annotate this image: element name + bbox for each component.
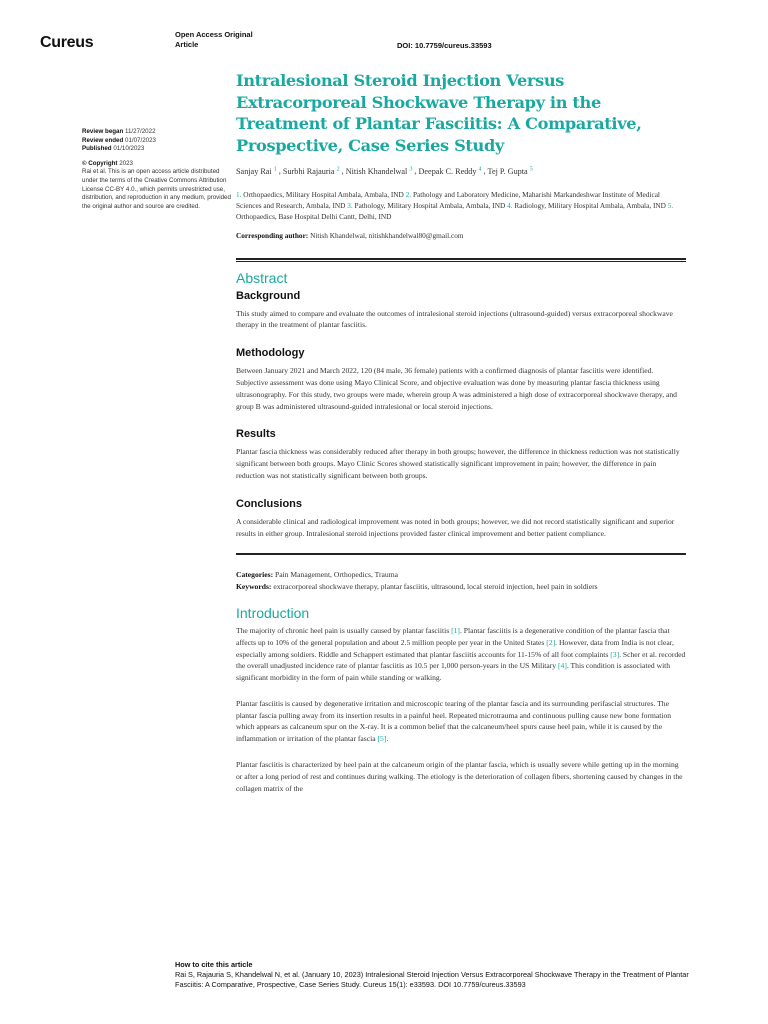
categories-label: Categories: xyxy=(236,570,274,580)
introduction-paragraph-2 xyxy=(236,698,686,745)
keywords-label: Keywords: xyxy=(236,582,272,592)
citation-link[interactable]: [5] xyxy=(377,734,387,744)
introduction-paragraph-3: Plantar fasciitis is characterized by heel pain at the calcaneum origin of the plantar fascia, which is usually severe while getting up in the morning or after a long period of rest and continues during walking. The etiology is the deterioration of collagen fibers, shortening caused by changes in the collagen matrix of the xyxy=(236,760,683,793)
affiliation-number: 4. xyxy=(507,200,513,210)
author-affiliation-number[interactable]: 1 xyxy=(273,165,277,172)
copyright-year: 2023 xyxy=(119,159,133,167)
affiliation-number: 5. xyxy=(667,200,674,210)
copyright-label: © Copyright xyxy=(82,159,118,167)
affiliation-number: 1. xyxy=(236,189,242,199)
paragraph-text: . However, data from India is not clear, especially among soldiers. Riddle and Schappert estimated that plantar fasciitis accounts for 11-15% of all foot complaints xyxy=(236,637,674,659)
paragraph-text: . Scher et al. recorded the overall unadjusted incidence rate of plantar fasciitis as 10.5 per 1,000 person-years in the US Military xyxy=(236,649,686,671)
author-list: Sanjay Rai $^1$ , Surbhi Rajauria $^2$ , Nitish Khandelwal $^3$ , Deepak C. Reddy $^4$ , Tej P. Gupta $^5$ xyxy=(236,165,533,176)
citation-text: Rai S, Rajauria S, Khandelwal N, et al. (January 10, 2023) Intralesional Steroid Injection Versus Extracorporeal Shockwave Therapy in the Treatment of Plantar Fasciitis: A Comparative, Prospective, Case Series Study. Cureus 15(1): e33593. DOI 10.7759/cureus.33593 xyxy=(175,970,689,989)
published xyxy=(82,145,232,154)
paragraph-text: The majority of chronic heel pain is usually caused by plantar fasciitis xyxy=(236,625,452,635)
review-dates xyxy=(82,128,232,154)
corresponding-author-label: Corresponding author: xyxy=(236,230,309,240)
cite-heading-text: How to cite this article xyxy=(175,960,253,969)
results-text: Plantar fascia thickness was considerably reduced after therapy in both groups; however, the difference in thickness reduction was not statistically significant between both groups. Mayo Clinic Scores showed statistically significant improvement in pain; however, the difference in pain reduction was not statistically significant between both groups. xyxy=(236,447,680,480)
article-type-line2: Article xyxy=(175,39,199,49)
methodology-text: Between January 2021 and March 2022, 120 (84 male, 36 female) patients with a confirmed diagnosis of plantar fasciitis were identified. Subjective assessment was done using Mayo Clinical Score, and objective evaluation was done by measuring plantar fascia thickness using ultrasonography. For this study, two groups were made, wherein group A was administered a high dose of extracorporeal shockwave therapy, and group B was administered ultrasound-guided intralesional or local steroid injections. xyxy=(236,366,677,411)
affiliation-text: Pathology, Military Hospital Ambala, Ambala, IND xyxy=(352,200,508,210)
categories-value: Pain Management, Orthopedics, Trauma xyxy=(275,570,398,580)
affiliation-text: Pathology and Laboratory Medicine, Maharishi Markandeshwar Institute of Medical Sciences and Research, Ambala, IND xyxy=(236,189,660,210)
article-main xyxy=(236,70,686,794)
author-affiliation-number[interactable]: 3 xyxy=(409,165,413,172)
abstract-bottom-rule xyxy=(236,553,686,555)
citation-footer xyxy=(175,960,715,990)
author xyxy=(488,167,533,176)
methodology-heading: Methodology xyxy=(236,347,305,360)
author-affiliation-number[interactable]: 4 xyxy=(478,165,482,172)
corresponding-author-value[interactable]: Nitish Khandelwal, nitishkhandelwal80@gmail.com xyxy=(310,230,464,240)
affiliations xyxy=(236,189,686,222)
background-text: This study aimed to compare and evaluate the outcomes of intralesional steroid injections (ultrasound-guided) versus extracorporeal shockwave therapy in the treatment of plantar fasciitis. xyxy=(236,308,673,330)
published-label: Published xyxy=(82,145,112,153)
author-name: Tej P. Gupta xyxy=(487,166,530,176)
author xyxy=(236,167,277,176)
abstract-heading: Abstract xyxy=(236,269,288,286)
paragraph-text: . Plantar fasciitis is a degenerative condition of the plantar fascia that affects up to 10% of the general population and about 2.5 million people per year in the United States xyxy=(236,625,670,647)
keywords xyxy=(236,581,686,593)
introduction-paragraph-1 xyxy=(236,625,686,684)
background-heading: Background xyxy=(236,289,301,302)
author-affiliation-number[interactable]: 5 xyxy=(529,165,533,172)
affiliation-number: 3. xyxy=(347,200,353,210)
corresponding-author xyxy=(236,231,686,240)
sidebar-metadata xyxy=(82,128,232,217)
paragraph-text: . This condition is associated with significant morbidity in the form of pain while standing or walking. xyxy=(236,661,671,683)
copyright-block xyxy=(82,160,232,212)
article-type-line1: Open Access Original xyxy=(175,30,253,39)
keywords-value: extracorporeal shockwave therapy, plantar fasciitis, ultrasound, local steroid injection, heel pain in soldiers xyxy=(273,582,598,592)
author xyxy=(283,167,340,176)
introduction-heading: Introduction xyxy=(236,604,310,621)
author xyxy=(419,167,482,176)
author xyxy=(346,167,413,176)
review-ended-value: 01/07/2023 xyxy=(125,136,156,144)
review-began xyxy=(82,128,232,137)
results-heading: Results xyxy=(236,428,276,441)
review-ended-label: Review ended xyxy=(82,136,124,144)
paragraph-text: Plantar fasciitis is caused by degenerative irritation and microscopic tearing of the plantar fascia and its surrounding perifascial structures. The plantar fascia pulling away from its insertion results in a painful heel. Repeated microtrauma and continuous pulling cause new bone formation which appears as calcaneum spur on the X-ray. It is a common belief that the calcaneum/heel spurs cause heel pain, while it is caused by the inflammation or irritation of the plantar fascia xyxy=(236,698,672,744)
author-name: Deepak C. Reddy xyxy=(418,166,479,176)
paragraph-text: . xyxy=(386,734,389,744)
citation-link[interactable]: [3] xyxy=(610,649,620,659)
author-name: Surbhi Rajauria xyxy=(282,166,337,176)
affiliation-number: 2. xyxy=(405,189,412,199)
conclusions-heading: Conclusions xyxy=(236,497,303,510)
journal-logo[interactable]: Cureus xyxy=(40,34,94,51)
conclusions-text: A considerable clinical and radiological improvement was noted in both groups; however, we did not record statistically significant and superior results in either group. Intralesional steroid injections provided faster clinical improvement and better patient compliance. xyxy=(236,516,675,538)
affiliation-text: Radiology, Military Hospital Ambala, Ambala, IND xyxy=(512,200,668,210)
author-name: Sanjay Rai xyxy=(236,166,274,176)
citation-link[interactable]: [1] xyxy=(451,625,460,635)
affiliation-text: Orthopaedics, Military Hospital Ambala, Ambala, IND xyxy=(241,189,406,199)
doi-label[interactable]: DOI: 10.7759/cureus.33593 xyxy=(397,41,492,50)
citation-link[interactable]: [2] xyxy=(546,637,556,647)
copyright xyxy=(82,160,232,169)
author-affiliation-number[interactable]: 2 xyxy=(336,165,340,172)
abstract-top-rule xyxy=(236,258,686,262)
review-began-label: Review began xyxy=(82,128,124,135)
published-value: 01/10/2023 xyxy=(113,145,145,153)
citation-link[interactable]: [4] xyxy=(558,661,567,671)
review-began-value: 11/27/2022 xyxy=(125,128,156,135)
categories xyxy=(236,569,686,581)
affiliation-text: Orthopaedics, Base Hospital Delhi Cantt, Delhi, IND xyxy=(236,211,392,221)
article-type xyxy=(175,30,285,49)
review-ended xyxy=(82,137,232,146)
author-name: Nitish Khandelwal xyxy=(345,166,410,176)
license-text: Rai et al. This is an open access article distributed under the terms of the Creative Commons Attribution License CC-BY 4.0., which permits unrestricted use, distribution, and reproduction in any medium, provided the original author and source are credited. xyxy=(82,168,231,210)
article-title: Intralesional Steroid Injection Versus Extracorporeal Shockwave Therapy in the Treatment of Plantar Fasciitis: A Comparative, Prospective, Case Series Study xyxy=(236,71,642,156)
cite-heading xyxy=(175,960,715,970)
